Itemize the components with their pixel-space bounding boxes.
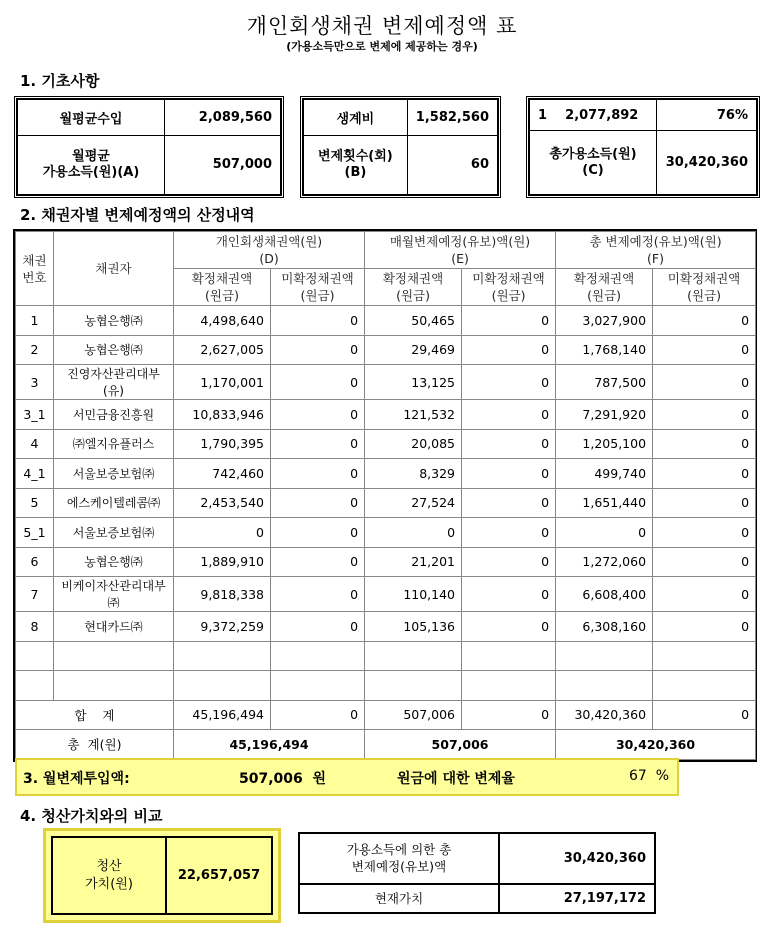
income-box	[14, 96, 284, 198]
row-e-unconfirmed: 0	[462, 577, 556, 612]
row-e-confirmed: 20,085	[365, 429, 462, 459]
header-e: 매월변제예정(유보)액(원) (E)	[365, 232, 556, 269]
row-e-unconfirmed: 0	[462, 365, 556, 400]
row-f-unconfirmed: 0	[653, 335, 756, 365]
row-d-unconfirmed: 0	[271, 335, 365, 365]
repayment-ratio-label: 원금에 대한 변제율	[397, 771, 515, 787]
row-d-unconfirmed: 0	[271, 306, 365, 336]
row-f-confirmed: 1,768,140	[556, 335, 653, 365]
total-available-box	[526, 96, 760, 198]
monthly-payment-amount: 507,006 원	[239, 771, 327, 787]
empty-cell	[174, 641, 271, 671]
empty-cell	[16, 671, 54, 701]
empty-cell	[365, 641, 462, 671]
row-f-unconfirmed: 0	[653, 306, 756, 336]
row-f-confirmed: 787,500	[556, 365, 653, 400]
row-d-confirmed: 1,170,001	[174, 365, 271, 400]
empty-cell	[653, 641, 756, 671]
row-d-confirmed: 1,790,395	[174, 429, 271, 459]
row-d-unconfirmed: 0	[271, 400, 365, 430]
row-e-confirmed: 13,125	[365, 365, 462, 400]
table-row	[16, 459, 756, 489]
row-f-unconfirmed: 0	[653, 547, 756, 577]
row-creditor: 비케이자산관리대부㈜	[54, 577, 174, 612]
total-f: 30,420,360	[556, 730, 756, 760]
row-f-unconfirmed: 0	[653, 459, 756, 489]
header-f-confirmed: 확정채권액 (원금)	[556, 269, 653, 306]
subtotal-row	[16, 700, 756, 730]
comparison-box	[298, 832, 656, 914]
row-e-unconfirmed: 0	[462, 335, 556, 365]
row-f-confirmed: 3,027,900	[556, 306, 653, 336]
empty-cell	[271, 641, 365, 671]
table-row	[16, 335, 756, 365]
row-no: 5	[16, 488, 54, 518]
liquidation-label: 청산 가치(원)	[52, 837, 166, 914]
subtotal-d2: 0	[271, 700, 365, 730]
page-subtitle: (가용소득만으로 변제에 제공하는 경우)	[286, 40, 478, 53]
row-creditor: 진영자산관리대부(유)	[54, 365, 174, 400]
empty-cell	[556, 671, 653, 701]
header-creditor: 채권자	[54, 232, 174, 306]
row-creditor: 현대카드㈜	[54, 612, 174, 642]
row-e-unconfirmed: 0	[462, 306, 556, 336]
row-d-unconfirmed: 0	[271, 577, 365, 612]
header-d-confirmed: 확정채권액 (원금)	[174, 269, 271, 306]
empty-cell	[556, 641, 653, 671]
row-f-confirmed: 0	[556, 518, 653, 548]
family-cost-cell: 1 2,077,892	[530, 100, 657, 131]
row-d-confirmed: 4,498,640	[174, 306, 271, 336]
table-row	[16, 488, 756, 518]
table-row	[16, 577, 756, 612]
row-d-unconfirmed: 0	[271, 547, 365, 577]
row-d-confirmed: 9,372,259	[174, 612, 271, 642]
empty-cell	[462, 671, 556, 701]
row-no: 2	[16, 335, 54, 365]
section4-heading: 4. 청산가치와의 비교	[20, 807, 163, 825]
table-row	[16, 429, 756, 459]
row-f-confirmed: 1,205,100	[556, 429, 653, 459]
empty-cell	[54, 641, 174, 671]
row-creditor: 농협은행㈜	[54, 306, 174, 336]
header-f-unconfirmed: 미확정채권액 (원금)	[653, 269, 756, 306]
present-value-label: 현재가치	[300, 884, 500, 913]
section1-heading: 1. 기초사항	[20, 72, 100, 90]
row-e-confirmed: 105,136	[365, 612, 462, 642]
monthly-income-label: 월평균수입	[18, 100, 165, 136]
total-e: 507,006	[365, 730, 556, 760]
row-no: 1	[16, 306, 54, 336]
row-d-confirmed: 10,833,946	[174, 400, 271, 430]
row-d-unconfirmed: 0	[271, 612, 365, 642]
row-e-confirmed: 110,140	[365, 577, 462, 612]
row-e-confirmed: 50,465	[365, 306, 462, 336]
empty-cell	[174, 671, 271, 701]
creditor-table	[13, 229, 757, 762]
row-creditor: 서울보증보험㈜	[54, 518, 174, 548]
row-d-confirmed: 0	[174, 518, 271, 548]
row-f-confirmed: 499,740	[556, 459, 653, 489]
total-available-label: 총가용소득(원) (C)	[530, 131, 657, 195]
row-d-unconfirmed: 0	[271, 459, 365, 489]
row-creditor: ㈜엘지유플러스	[54, 429, 174, 459]
table-row	[16, 400, 756, 430]
table-row	[16, 547, 756, 577]
row-e-unconfirmed: 0	[462, 518, 556, 548]
row-d-unconfirmed: 0	[271, 488, 365, 518]
total-label: 총 계(원)	[16, 730, 174, 760]
row-d-unconfirmed: 0	[271, 429, 365, 459]
row-no: 8	[16, 612, 54, 642]
row-no: 3_1	[16, 400, 54, 430]
monthly-payment-bar	[15, 758, 679, 796]
row-no: 5_1	[16, 518, 54, 548]
row-f-unconfirmed: 0	[653, 365, 756, 400]
empty-cell	[365, 671, 462, 701]
header-f: 총 변제예정(유보)액(원) (F)	[556, 232, 756, 269]
row-f-confirmed: 6,308,160	[556, 612, 653, 642]
payments-label: 변제횟수(회) (B)	[304, 135, 408, 194]
family-pct-value: 76%	[657, 100, 757, 131]
subtotal-label: 합 계	[16, 700, 174, 730]
total-d: 45,196,494	[174, 730, 365, 760]
table-row	[16, 306, 756, 336]
row-e-confirmed: 8,329	[365, 459, 462, 489]
row-e-confirmed: 0	[365, 518, 462, 548]
row-no: 4	[16, 429, 54, 459]
row-e-unconfirmed: 0	[462, 547, 556, 577]
empty-cell	[462, 641, 556, 671]
subtotal-f1: 30,420,360	[556, 700, 653, 730]
row-f-confirmed: 7,291,920	[556, 400, 653, 430]
total-repay-value: 30,420,360	[499, 834, 655, 884]
subtotal-e1: 507,006	[365, 700, 462, 730]
row-no: 7	[16, 577, 54, 612]
row-creditor: 농협은행㈜	[54, 335, 174, 365]
monthly-payment-label: 3. 월변제투입액:	[23, 771, 130, 787]
row-creditor: 서민금융진흥원	[54, 400, 174, 430]
payments-value: 60	[407, 135, 497, 194]
table-row	[16, 612, 756, 642]
row-creditor: 서울보증보험㈜	[54, 459, 174, 489]
row-creditor: 에스케이텔레콤㈜	[54, 488, 174, 518]
subtotal-e2: 0	[462, 700, 556, 730]
page-title: 개인회생채권 변제예정액 표	[246, 14, 518, 38]
section2-heading: 2. 채권자별 변제예정액의 산정내역	[20, 206, 255, 224]
row-f-unconfirmed: 0	[653, 429, 756, 459]
row-d-confirmed: 2,627,005	[174, 335, 271, 365]
row-f-unconfirmed: 0	[653, 612, 756, 642]
living-cost-label: 생계비	[304, 100, 408, 136]
living-cost-value: 1,582,560	[407, 100, 497, 136]
row-e-unconfirmed: 0	[462, 612, 556, 642]
total-repay-label: 가용소득에 의한 총 변제예정(유보)액	[300, 834, 500, 884]
row-d-confirmed: 742,460	[174, 459, 271, 489]
subtotal-d1: 45,196,494	[174, 700, 271, 730]
monthly-income-value: 2,089,560	[165, 100, 281, 136]
row-f-confirmed: 6,608,400	[556, 577, 653, 612]
liquidation-box	[43, 828, 281, 923]
row-no: 6	[16, 547, 54, 577]
row-f-unconfirmed: 0	[653, 488, 756, 518]
total-row	[16, 730, 756, 760]
liquidation-value: 22,657,057	[177, 868, 261, 883]
living-cost-box	[300, 96, 501, 198]
row-f-confirmed: 1,651,440	[556, 488, 653, 518]
row-e-confirmed: 121,532	[365, 400, 462, 430]
available-income-value: 507,000	[165, 135, 281, 194]
row-f-unconfirmed: 0	[653, 400, 756, 430]
header-no: 채권 번호	[16, 232, 54, 306]
empty-cell	[271, 671, 365, 701]
row-e-confirmed: 27,524	[365, 488, 462, 518]
present-value-value: 27,197,172	[499, 884, 655, 913]
row-no: 3	[16, 365, 54, 400]
row-e-unconfirmed: 0	[462, 400, 556, 430]
available-income-label: 월평균 가용소득(원)(A)	[18, 135, 165, 194]
table-row	[16, 518, 756, 548]
row-f-unconfirmed: 0	[653, 577, 756, 612]
repayment-ratio-value: 67 %	[629, 768, 670, 784]
header-e-confirmed: 확정채권액 (원금)	[365, 269, 462, 306]
row-d-unconfirmed: 0	[271, 365, 365, 400]
row-creditor: 농협은행㈜	[54, 547, 174, 577]
row-e-unconfirmed: 0	[462, 429, 556, 459]
row-e-unconfirmed: 0	[462, 488, 556, 518]
total-available-value: 30,420,360	[657, 131, 757, 195]
row-e-unconfirmed: 0	[462, 459, 556, 489]
row-d-confirmed: 9,818,338	[174, 577, 271, 612]
table-row	[16, 365, 756, 400]
row-d-confirmed: 2,453,540	[174, 488, 271, 518]
empty-cell	[16, 641, 54, 671]
row-d-confirmed: 1,889,910	[174, 547, 271, 577]
subtotal-f2: 0	[653, 700, 756, 730]
header-d-unconfirmed: 미확정채권액 (원금)	[271, 269, 365, 306]
row-e-confirmed: 29,469	[365, 335, 462, 365]
row-f-confirmed: 1,272,060	[556, 547, 653, 577]
row-d-unconfirmed: 0	[271, 518, 365, 548]
empty-cell	[653, 671, 756, 701]
row-e-confirmed: 21,201	[365, 547, 462, 577]
header-e-unconfirmed: 미확정채권액 (원금)	[462, 269, 556, 306]
row-f-unconfirmed: 0	[653, 518, 756, 548]
row-no: 4_1	[16, 459, 54, 489]
empty-cell	[54, 671, 174, 701]
header-d: 개인회생채권액(원) (D)	[174, 232, 365, 269]
